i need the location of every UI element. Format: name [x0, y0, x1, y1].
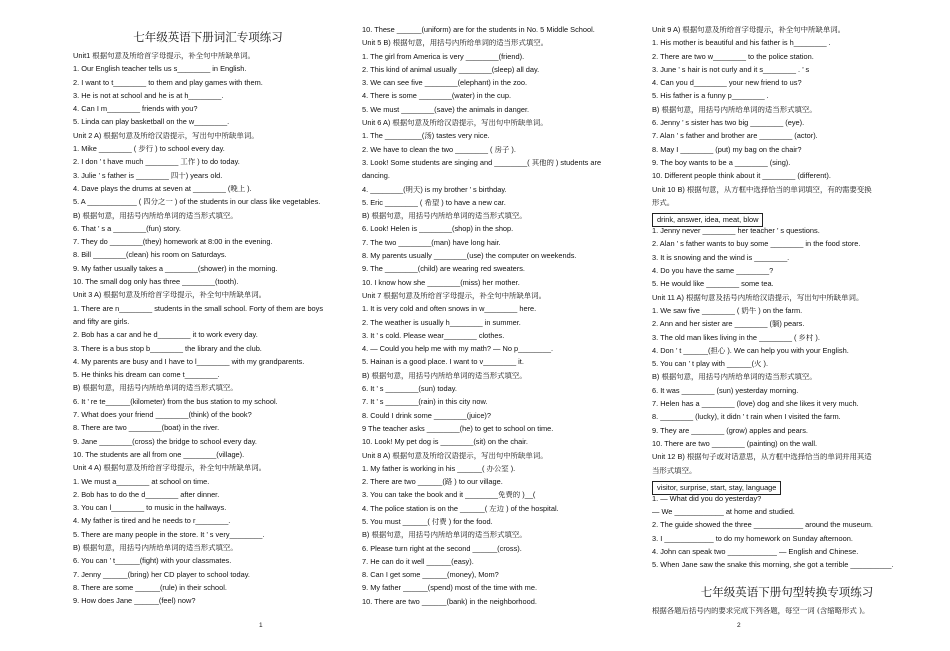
text-line: 2. I don ’ t have much ________ 工作 ) to do today. — [73, 158, 240, 167]
text-line: 7. Alan ’ s father and brother are ________ (actor). — [652, 132, 818, 141]
word-box-unit10: drink, answer, idea, meat, blow — [652, 213, 763, 227]
text-line: 5. We must ________(save) the animals in danger. — [362, 105, 530, 114]
text-line: 4. The police station is on the ______( 左边 ) of the hospital. — [362, 504, 559, 513]
text-line: 9. My father usually takes a ________(shower) in the morning. — [73, 264, 278, 273]
text-line: 1. It is very cold and often snows in w________ here. — [362, 305, 537, 314]
text-line: Unit 3 A) 根据句意及所给首字母提示，补全句中所缺单词。 — [73, 291, 266, 300]
text-line: 1. We saw five ________ ( 奶牛 ) on the farm. — [652, 306, 803, 315]
text-line: 4. Dave plays the drums at seven at ________ (晚上 ). — [73, 184, 252, 193]
text-line: 4. Do you have the same ________? — [652, 267, 774, 276]
text-line: 10. The small dog only has three ________(tooth). — [73, 278, 239, 287]
text-line: 3. There is a bus stop b________ the library and the club. — [73, 344, 262, 353]
text-line: 5. A ____________ ( 四分之一 ) of the students in our class like vegetables. — [73, 198, 321, 207]
text-line: 1. The girl from America is very ________(friend). — [362, 52, 525, 61]
page-number-2: 2 — [737, 622, 741, 629]
text-line: Unit 12 B) 根据句子或对话意思，从方框中选择恰当的单词并用其适 — [652, 453, 872, 462]
text-line: 4. Can I m________ friends with you? — [73, 105, 198, 114]
text-line: 3. You can take the book and it ________免费的 )__( — [362, 491, 536, 500]
text-line: 10. The students are all from one ________(village). — [73, 450, 245, 459]
text-line: 1. Our English teacher tells us s________ in English. — [73, 65, 247, 74]
text-line: 6. Please turn right at the second ______(cross). — [362, 544, 522, 553]
text-line: 5. You must ______( 付费 ) for the food. — [362, 517, 493, 526]
text-line: 8. There are some ______(rule) in their school. — [73, 583, 227, 592]
text-line: 4. — Could you help me with my math? — No p________. — [362, 345, 554, 354]
text-line: 8. May I ________ (put) my bag on the chair? — [652, 145, 802, 154]
text-line: 9. Jane ________(cross) the bridge to school every day. — [73, 437, 257, 446]
text-line: 2. There are two w________ to the police station. — [652, 52, 814, 61]
text-line: Unit 2 A) 根据句意及所给汉语提示，写出句中所缺单词。 — [73, 131, 259, 140]
text-line: 2. Bob has to do the d________ after dinner. — [73, 490, 220, 499]
text-line: 9. How does Jane ______(feel) now? — [73, 597, 196, 606]
column-1 — [73, 26, 343, 610]
text-line: 7. The two ________(man) have long hair. — [362, 238, 501, 247]
text-line: 2. We have to clean the two ________ ( 房子 ). — [362, 145, 516, 154]
text-line: 3. Look! Some students are singing and ________( 其他的 ) students are — [362, 158, 602, 167]
column-3-lines-top — [652, 26, 922, 212]
text-line: 7. It ’ s ________(rain) in this city now. — [362, 398, 488, 407]
text-line: 3. June ’ s hair is not curly and it s________ . ’ s — [652, 65, 810, 74]
text-line: 8. Bill ________(clean) his room on Saturdays. — [73, 251, 227, 260]
text-line: 当形式填空。 — [652, 466, 697, 475]
text-line: B) 根据句意，用括号内所给单词的适当形式填空。 — [73, 543, 238, 552]
text-line: 2. This kind of animal usually ________(sleep) all day. — [362, 65, 540, 74]
text-line: 2. I want to t________ to them and play games with them. — [73, 78, 263, 87]
text-line: 8. ________ (lucky), it didn ’ t rain when I visited the farm. — [652, 413, 841, 422]
text-line: 6. It ’ s ________(sun) today. — [362, 385, 457, 394]
text-line: 1. There are n________ students in the small school. Forty of them are boys — [73, 304, 324, 313]
text-line: B) 根据句意，用括号内所给单词的适当形式填空。 — [73, 211, 238, 220]
text-line: 10. These ______(uniform) are for the students in No. 5 Middle School. — [362, 26, 595, 34]
text-line: 4. My parents are busy and I have to l________ with my grandparents. — [73, 357, 305, 366]
text-line: 2. There are two ______(路 ) to our village. — [362, 478, 503, 487]
text-line: 3. I ____________ to do my homework on Sunday afternoon. — [652, 534, 853, 543]
text-line: 3. The old man likes living in the ________ ( 乡村 ). — [652, 333, 820, 342]
text-line: 7. They do ________(they) homework at 8:00 in the evening. — [73, 238, 273, 247]
text-line: B) 根据句意，用括号内所给单词的适当形式填空。 — [652, 105, 817, 114]
column-3-lines-middle — [652, 227, 922, 480]
text-line: 3. We can see five ________(elephant) in the zoo. — [362, 79, 528, 88]
text-line: 1. Jenny never ________ her teacher ’ s questions. — [652, 227, 820, 236]
text-line: 5. His father is a funny p________ . — [652, 92, 769, 101]
word-box-unit10-row — [652, 212, 922, 227]
text-line: 1. — What did you do yesterday? — [652, 494, 762, 503]
column-3 — [652, 26, 922, 620]
text-line: 6. You can ’ t______(fight) with your classmates. — [73, 557, 232, 566]
text-line: 10. There are two ________ (painting) on the wall. — [652, 439, 818, 448]
text-line: Unit 6 A) 根据句意及所给汉语提示，写出句中所缺单词。 — [362, 119, 548, 128]
text-line: 1. My father is working in his ______( 办公室 ). — [362, 464, 516, 473]
text-line: 4. ________(明天) is my brother ’ s birthday. — [362, 185, 507, 194]
text-line: 3. It ’ s cold. Please wear________ clothes. — [362, 331, 505, 340]
text-line: dancing. — [362, 172, 390, 181]
text-line: 5. Eric ________ ( 希望 ) to have a new car. — [362, 198, 506, 207]
text-line: 2. Bob has a car and he d________ it to work every day. — [73, 331, 258, 340]
text-line: 7. What does your friend ________(think) of the book? — [73, 411, 252, 420]
text-line: 2. The weather is usually h________ in summer. — [362, 318, 521, 327]
column-2 — [362, 26, 632, 611]
column-3-lines-bottom — [652, 495, 922, 575]
text-line: 3. You can l________ to music in the hallways. — [73, 504, 227, 513]
text-line: 1. His mother is beautiful and his father is h________ . — [652, 39, 831, 48]
text-line: Unit1 根据句意及所给首字母提示，补全句中所缺单词。 — [73, 52, 255, 60]
text-line: 2. The guide showed the three ____________ around the museum. — [652, 521, 873, 530]
text-line: 5. He would like ________ some tea. — [652, 280, 774, 289]
text-line: 8. Can I get some ______(money), Mom? — [362, 571, 499, 580]
text-line: B) 根据句意，用括号内所给单词的适当形式填空。 — [362, 212, 527, 221]
text-line: 6. Look! Helen is ________(shop) in the shop. — [362, 225, 514, 234]
text-line: 5. Linda can play basketball on the w________. — [73, 118, 230, 127]
text-line: Unit 10 B) 根据句意，从方框中选择恰当的单词填空，有的需要变换 — [652, 185, 872, 194]
text-line: 1. Mike ________ ( 步行 ) to school every day. — [73, 145, 225, 154]
text-line: 1. We must a________ at school on time. — [73, 477, 210, 486]
text-line: 5. You can ’ t play with ______(火 ). — [652, 360, 768, 369]
text-line: 1. The _________(汤) tastes very nice. — [362, 132, 490, 141]
text-line: 9 The teacher asks ________(he) to get to school on time. — [362, 424, 554, 433]
text-line: 7. Jenny ______(bring) her CD player to school today. — [73, 570, 250, 579]
text-line: Unit 8 A) 根据句意及所给汉语提示，写出句中所缺单词。 — [362, 451, 548, 460]
text-line: 6. Jenny ’ s sister has two big ________ (eye). — [652, 119, 805, 128]
text-line: B) 根据句意，用括号内所给单词的适当形式填空。 — [652, 373, 817, 382]
page-number-1: 1 — [259, 622, 263, 629]
column-2-lines — [362, 26, 632, 611]
text-line: 4. Can you d________ your new friend to us? — [652, 79, 802, 88]
text-line: 10. Look! My pet dog is ________(sit) on the chair. — [362, 438, 528, 447]
text-line: 6. It ’ re te______(kilometer) from the bus station to my school. — [73, 397, 278, 406]
text-line: Unit 5 B) 根据句意，用括号内所给单词的适当形式填空。 — [362, 39, 549, 48]
text-line: 9. They are ________ (grow) apples and pears. — [652, 426, 808, 435]
text-line: 10. I know how she ________(miss) her mother. — [362, 278, 520, 287]
column-1-lines — [73, 52, 343, 610]
text-line: 8. There are two ________(boat) in the river. — [73, 424, 220, 433]
text-line: 3. He is not at school and he is at h________. — [73, 91, 224, 100]
text-line: 9. The boy wants to be a ________ (sing). — [652, 158, 791, 167]
text-line: 9. My father ______(spend) most of the time with me. — [362, 584, 537, 593]
instruction-line: 根据各题后括号内的要求完成下列各题，每空一词 (含缩略形式 )。 — [652, 606, 870, 615]
text-line: 10. There are two ______(bank) in the neighborhood. — [362, 597, 537, 606]
text-line: Unit 7 根据句意及所给首字母提示，补全句中所缺单词。 — [362, 291, 546, 300]
text-line: 6. That ’ s a ________(fun) story. — [73, 224, 181, 233]
text-line: 7. He can do it well ______(easy). — [362, 557, 474, 566]
section-title-sentence-conversion: 七年级英语下册句型转换专项练习 — [700, 584, 874, 599]
word-box-unit12: visitor, surprise, start, stay, language — [652, 481, 781, 495]
text-line: B) 根据句意，用括号内所给单词的适当形式填空。 — [362, 531, 527, 540]
text-line: Unit 11 A) 根据句意及括号内所给汉语提示，写出句中所缺单词。 — [652, 293, 864, 302]
text-line: 8. My parents usually ________(use) the computer on weekends. — [362, 252, 577, 261]
text-line: 2. Alan ’ s father wants to buy some ________ in the food store. — [652, 240, 861, 249]
text-line: 3. It is snowing and the wind is ________. — [652, 253, 790, 262]
text-line: B) 根据句意，用括号内所给单词的适当形式填空。 — [362, 371, 527, 380]
text-line: Unit 4 A) 根据句意及所给首字母提示，补全句中所缺单词。 — [73, 464, 266, 473]
text-line: 5. There are many people in the store. It ’ s very________. — [73, 530, 265, 539]
text-line: 4. John can speak two ____________ — English and Chinese. — [652, 547, 859, 556]
text-line: 3. Julie ’ s father is ________ 四十) years old. — [73, 171, 223, 180]
text-line: 6. It was ________ (sun) yesterday morning. — [652, 386, 799, 395]
text-line: 7. Helen has a ________ (love) dog and she likes it very much. — [652, 400, 859, 409]
text-line: B) 根据句意，用括号内所给单词的适当形式填空。 — [73, 384, 238, 393]
text-line: 4. There is some ________(water) in the cup. — [362, 92, 511, 101]
text-line: 4. Don ’ t ______(担心 ). We can help you with your English. — [652, 346, 849, 355]
text-line: 5. When Jane saw the snake this morning, she got a terrible __________. — [652, 561, 894, 570]
text-line: and fifty are girls. — [73, 317, 130, 326]
text-line: 9. The ________(child) are wearing red sweaters. — [362, 265, 525, 274]
text-line: 形式。 — [652, 198, 675, 207]
text-line: 8. Could I drink some ________(juice)? — [362, 411, 492, 420]
page-title: 七年级英语下册词汇专项练习 — [133, 30, 283, 44]
text-line: 2. Ann and her sister are ________ (躺) pears. — [652, 320, 805, 329]
text-line: 4. My father is tired and he needs to r________. — [73, 517, 231, 526]
text-line: 10. Different people think about it ________ (different). — [652, 172, 831, 181]
text-line: 5. Hainan is a good place. I want to v________ it. — [362, 358, 524, 367]
word-box-unit12-row — [652, 480, 922, 495]
text-line: Unit 9 A) 根据句意及所给首字母提示，补全句中所缺单词。 — [652, 26, 845, 34]
text-line: — We ____________ at home and studied. — [652, 508, 795, 517]
text-line: 5. He thinks his dream can come t________. — [73, 371, 220, 380]
